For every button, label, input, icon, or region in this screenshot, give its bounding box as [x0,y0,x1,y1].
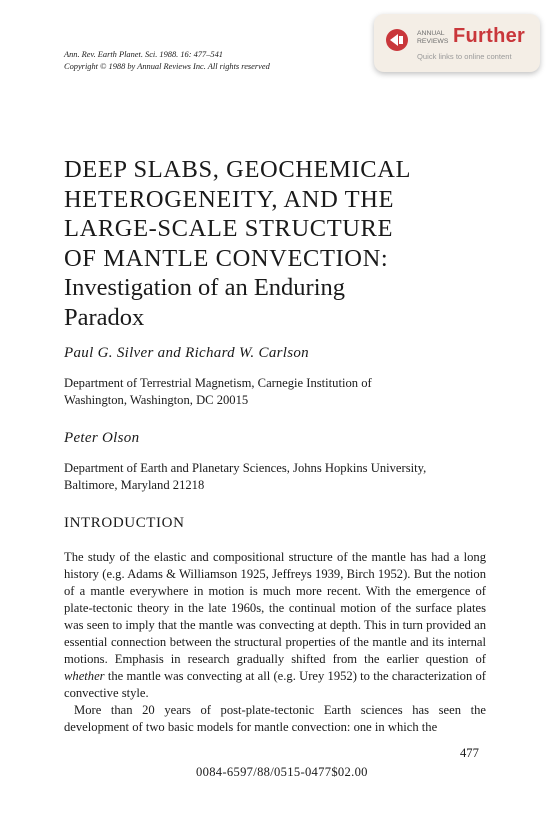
title-line-3: LARGE-SCALE STRUCTURE [64,215,394,242]
annual-reviews-logo: ANNUAL REVIEWS [417,30,449,45]
author-names-2: Peter Olson [64,430,140,446]
body-text [64,549,486,736]
journal-citation [64,49,270,73]
paragraph-1: The study of the elastic and compositional structure of the mantle has had a long history (e.g. Adams & Williamson 1925, Jeffreys 1939, Birch 1952). But the notion of a mantle everywhere in motion is much more recent. With the emergence of plate-tectonic theory in the late 1960s, the continual motion of the surface plates was seen to imply that the mantle was convecting at depth. This in turn provided an essential connection between the structural properties of the mantle and its internal motions. Emphasis in research gradually shifted from the earlier question of whether the mantle was convecting at all (e.g. Urey 1952) to the characterization of convective style. [64,550,486,700]
article-code: 0084-6597/88/0515-0477$02.00 [196,765,368,779]
further-tagline: Quick links to online content [417,52,512,61]
further-label: Further [453,25,526,47]
article-title [64,155,524,332]
title-line-4: OF MANTLE CONVECTION: [64,244,389,272]
back-arrow-icon [386,29,408,51]
page-number: 477 [460,746,479,760]
journal-line-1: Ann. Rev. Earth Planet. Sci. 1988. 16: 477–541 [64,50,223,59]
paragraph-2: More than 20 years of post-plate-tectonic Earth sciences has seen the development of two basic models for mantle convection: one in which the [64,703,486,734]
title-line-2: HETEROGENEITY, AND THE [64,185,395,213]
section-heading: INTRODUCTION [64,515,185,531]
author-names-1: Paul G. Silver and Richard W. Carlson [64,345,309,361]
subtitle-line-1: Investigation of an Enduring [64,274,346,301]
affiliation-1: Department of Terrestrial Magnetism, Carnegie Institution of Washington, Washington, DC 20015 [64,376,372,407]
title-line-1: DEEP SLABS, GEOCHEMICAL [64,156,412,183]
affiliation-2: Department of Earth and Planetary Sciences, Johns Hopkins University, Baltimore, Maryland 21218 [64,461,427,492]
copyright-line: Copyright © 1988 by Annual Reviews Inc. All rights reserved [64,62,270,71]
subtitle-line-2: Paradox [64,303,145,331]
further-banner[interactable] [374,14,540,72]
